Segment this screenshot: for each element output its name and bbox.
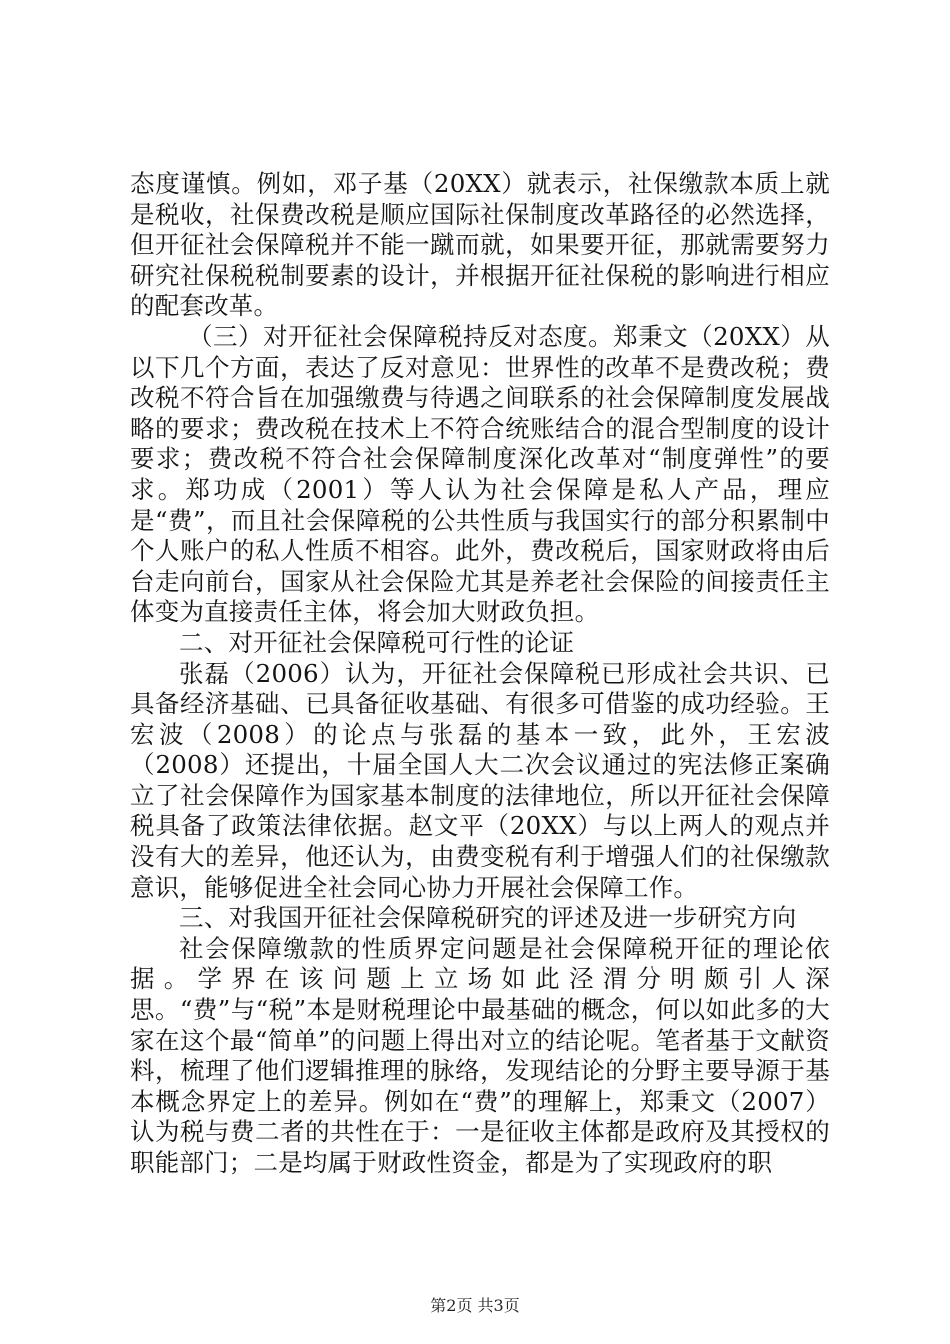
- paragraph-opposition: （三）对开征社会保障税持反对态度。郑秉文（20XX）从以下几个方面，表达了反对意见：世界性的改革不是费改税；费改税不符合旨在加强缴费与待遇之间联系的社会保障制度发展战略的要求；费改税在技术上不符合统账结合的混合型制度的设计要求；费改税不符合社会保障制度深化改革对“制度弹性”的要求。郑功成（2001）等人认为社会保障是私人产品，理应是“费”，而且社会保障税的公共性质与我国实行的部分积累制中个人账户的私人性质不相容。此外，费改税后，国家财政将由后台走向前台，国家从社会保险尤其是养老社会保险的间接责任主体变为直接责任主体，将会加大财政负担。: [130, 321, 830, 627]
- paragraph-feasibility: 张磊（2006）认为，开征社会保障税已形成社会共识、已具备经济基础、已具备征收基础、有很多可借鉴的成功经验。王宏波（2008）的论点与张磊的基本一致，此外，王宏波（2008）还提出，十届全国人大二次会议通过的宪法修正案确立了社会保障作为国家基本制度的法律地位，所以开征社会保障税具备了政策法律依据。赵文平（20XX）与以上两人的观点并没有大的差异，他还认为，由费变税有利于增强人们的社保缴款意识，能够促进全社会同心协力开展社会保障工作。: [130, 658, 830, 902]
- document-body: [130, 169, 830, 1179]
- page-footer: 第2页 共3页: [430, 1296, 520, 1315]
- paragraph-review: 社会保障缴款的性质界定问题是社会保障税开征的理论依据。学界在该问题上立场如此泾渭分明颇引人深思。“费”与“税”本是财税理论中最基础的概念，何以如此多的大家在这个最“简单”的问题上得出对立的结论呢。笔者基于文献资料，梳理了他们逻辑推理的脉络，发现结论的分野主要导源于基本概念界定上的差异。例如在“费”的理解上，郑秉文（2007）认为税与费二者的共性在于：一是征收主体都是政府及其授权的职能部门；二是均属于财政性资金，都是为了实现政府的职: [130, 933, 830, 1177]
- paragraph-continuation: 态度谨慎。例如，邓子基（20XX）就表示，社保缴款本质上就是税收，社保费改税是顺应国际社保制度改革路径的必然选择，但开征社会保障税并不能一蹴而就，如果要开征，那就需要努力研究社保税税制要素的设计，并根据开征社保税的影响进行相应的配套改革。: [130, 169, 830, 321]
- section-heading-feasibility: 二、对开征社会保障税可行性的论证: [179, 627, 575, 657]
- section-heading-review: 三、对我国开征社会保障税研究的评述及进一步研究方向: [179, 903, 797, 933]
